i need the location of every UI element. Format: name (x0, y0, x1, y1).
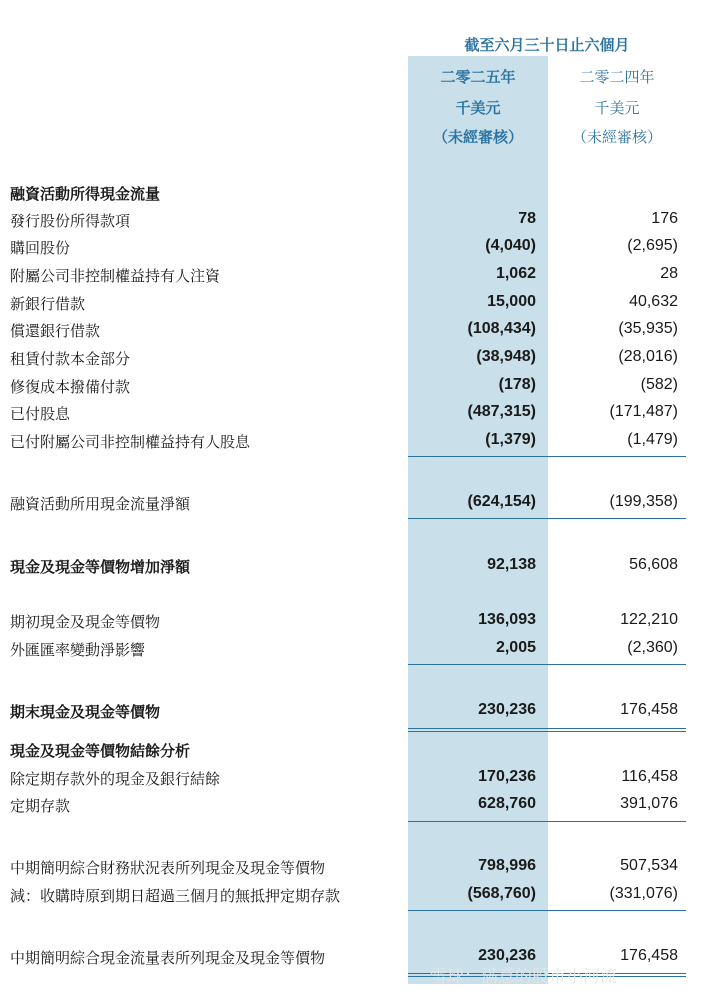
table-row (0, 403, 702, 427)
current-value: 230,236 (478, 947, 536, 964)
row-label: 融資活動所得現金流量 (10, 185, 161, 203)
current-year-heading: 二零二五年 (440, 68, 516, 86)
row-label: 已付股息 (10, 405, 71, 423)
previous-value: 28 (660, 265, 678, 282)
previous-value: (2,695) (627, 237, 678, 254)
previous-value: 40,632 (629, 293, 678, 310)
row-label: 除定期存款外的現金及銀行結餘 (10, 770, 221, 788)
table-row (0, 210, 702, 234)
current-value: 2,005 (495, 639, 536, 656)
previous-value: 56,608 (629, 556, 678, 573)
previous-value: 176 (651, 210, 678, 227)
row-label: 新銀行借款 (10, 295, 86, 313)
table-row (0, 348, 702, 372)
table-row (0, 376, 702, 400)
current-value: 136,093 (478, 611, 536, 628)
table-row-total (0, 556, 702, 580)
previous-value: 116,458 (621, 768, 678, 785)
row-label: 減：收購時原到期日超過三個月的無抵押定期存款 (10, 887, 341, 905)
subtotal-rule (408, 910, 686, 911)
current-value: (108,434) (467, 320, 536, 337)
table-row-subtotal (0, 493, 702, 517)
previous-value: 176,458 (620, 947, 678, 964)
previous-unit-heading: 千美元 (594, 99, 640, 117)
current-value: (178) (498, 376, 536, 393)
row-label: 修復成本撥備付款 (10, 378, 131, 396)
previous-value: (2,360) (627, 639, 678, 656)
row-label: 中期簡明綜合現金流量表所列現金及現金等價物 (10, 949, 326, 967)
previous-value: (331,076) (609, 885, 678, 902)
row-label: 期初現金及現金等價物 (10, 613, 161, 631)
current-value: (1,379) (485, 431, 536, 448)
previous-value: (35,935) (618, 320, 678, 337)
table-row-section-heading (0, 740, 702, 764)
current-value: (38,948) (476, 348, 536, 365)
previous-year-heading: 二零二四年 (579, 68, 655, 86)
previous-value: (28,016) (618, 348, 678, 365)
row-label: 期末現金及現金等價物 (10, 703, 161, 721)
row-label: 已付附屬公司非控制權益持有人股息 (10, 433, 251, 451)
table-row (0, 639, 702, 663)
table-row (0, 611, 702, 635)
current-value: (4,040) (485, 237, 536, 254)
table-row (0, 431, 702, 455)
total-double-rule (408, 728, 686, 729)
watermark-text: 雪球：满意的股市小河流 (430, 967, 617, 987)
subtotal-rule (408, 518, 686, 519)
row-label: 現金及現金等價物增加淨額 (10, 558, 191, 576)
period-heading: 截至六月三十日止六個月 (464, 36, 630, 54)
row-label: 償還銀行借款 (10, 322, 101, 340)
current-audit-heading: （未經審核） (432, 128, 523, 146)
subtotal-rule (408, 664, 686, 665)
previous-value: (199,358) (609, 493, 678, 510)
current-value: 230,236 (478, 701, 536, 718)
table-row (0, 293, 702, 317)
table-row (0, 237, 702, 261)
table-row-section-heading (0, 183, 702, 207)
current-value: 798,996 (478, 857, 536, 874)
table-row-total (0, 701, 702, 725)
row-label: 融資活動所用現金流量淨額 (10, 495, 191, 513)
previous-value: 507,534 (620, 857, 678, 874)
current-value: 628,760 (478, 795, 536, 812)
row-label: 外匯匯率變動淨影響 (10, 641, 146, 659)
row-label: 中期簡明綜合財務狀況表所列現金及現金等價物 (10, 859, 326, 877)
row-label: 定期存款 (10, 797, 71, 815)
row-label: 租賃付款本金部分 (10, 350, 131, 368)
row-label: 發行股份所得款項 (10, 212, 131, 230)
previous-audit-heading: （未經審核） (571, 128, 662, 146)
table-row (0, 320, 702, 344)
subtotal-rule (408, 821, 686, 822)
current-value: 92,138 (487, 556, 536, 573)
previous-value: 391,076 (620, 795, 678, 812)
previous-value: 176,458 (620, 701, 678, 718)
row-label: 附屬公司非控制權益持有人注資 (10, 267, 221, 285)
current-value: 170,236 (478, 768, 536, 785)
current-unit-heading: 千美元 (455, 99, 501, 117)
current-value: 1,062 (495, 265, 536, 282)
current-value: (568,760) (467, 885, 536, 902)
table-row (0, 795, 702, 819)
subtotal-rule (408, 456, 686, 457)
row-label: 購回股份 (10, 239, 71, 257)
current-value: (624,154) (467, 493, 536, 510)
current-value: (487,315) (467, 403, 536, 420)
table-row (0, 885, 702, 909)
previous-value: (1,479) (627, 431, 678, 448)
table-row (0, 768, 702, 792)
current-value: 78 (518, 210, 536, 227)
table-row (0, 857, 702, 881)
previous-value: (171,487) (609, 403, 678, 420)
current-value: 15,000 (487, 293, 536, 310)
table-row (0, 265, 702, 289)
previous-value: (582) (640, 376, 678, 393)
previous-value: 122,210 (620, 611, 678, 628)
row-label: 現金及現金等價物結餘分析 (10, 742, 191, 760)
